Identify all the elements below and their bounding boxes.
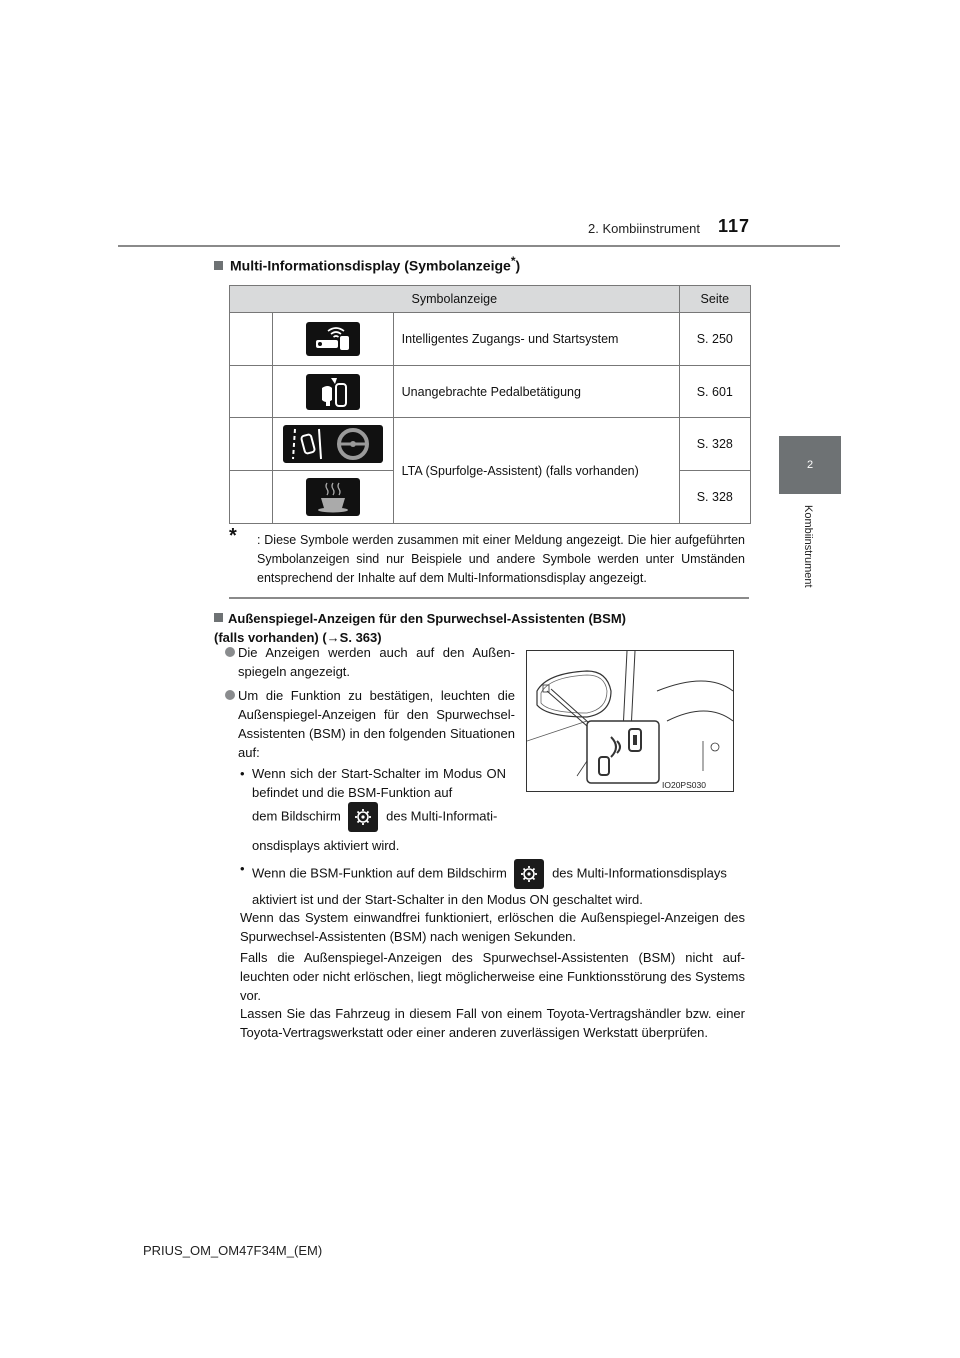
smart-key-icon: [306, 322, 360, 356]
pedal-misoperation-icon: [306, 374, 360, 410]
sub-bullet-continued: aktiviert ist und der Start-Schalter in den Modus ON geschaltet wird.: [252, 892, 643, 907]
table-header-row: [230, 286, 751, 313]
chapter-side-label: Kombiinstrument: [802, 505, 814, 588]
table-row: [230, 418, 751, 471]
sub-bullet-item: • Wenn die BSM-Funktion auf dem Bildschirm des Multi-Informationsdisplays: [240, 859, 750, 889]
bullet-item: Die Anzeigen werden auch auf den Außenspiegeln angezeigt.: [225, 643, 515, 681]
table-cell-page: S. 250: [679, 313, 750, 366]
header-divider: [118, 245, 840, 247]
table-cell-text: Intelligentes Zugangs- und Startsystem: [393, 313, 679, 366]
bsm-section-title: Außenspiegel-Anzeigen für den Spurwechsel-Assistenten (BSM) (falls vorhanden) (→S. 363): [214, 611, 626, 645]
table-cell-text: LTA (Spurfolge-Assistent) (falls vorhanden): [393, 418, 679, 524]
chapter-tab: [779, 436, 841, 494]
square-bullet-icon: [214, 261, 223, 270]
table-row: [230, 313, 751, 366]
page-number: 117: [718, 216, 751, 236]
document-code: PRIUS_OM_OM47F34M_(EM): [143, 1243, 323, 1258]
paragraph: Falls die Außenspiegel-Anzeigen des Spurwechsel-Assistenten (BSM) nicht aufleuchten oder nicht erlöschen, liegt möglicherweise eine Funktionsstörung des Systems vor.: [240, 950, 745, 1003]
table-row: [230, 366, 751, 418]
table-header-symbol: Symbolanzeige: [230, 286, 680, 313]
lane-trace-assist-icon: [283, 425, 383, 463]
section-divider: [229, 597, 749, 599]
settings-gear-icon: [348, 802, 378, 832]
sub-bullet-item: • Wenn sich der Start-Schalter im Modus ON befindet und die BSM-Funktion auf: [240, 766, 506, 800]
table-cell-page: S. 328: [679, 418, 750, 471]
footnote: [229, 525, 745, 588]
footnote-text: : Diese Symbole werden zusammen mit einer Meldung angezeigt. Die hier aufgeführten Symbolanzeigen sind nur Beispiele und andere Symbole werden unter Umständen entsprechend der Inhalte auf dem Multi-Informationsdisplay angezeigt.: [257, 533, 745, 585]
table-header-page: Seite: [679, 286, 750, 313]
sub-bullet-continued: onsdisplays aktiviert wird.: [252, 838, 400, 853]
side-mirror-illustration: [526, 650, 734, 792]
illustration-code: IO20PS030: [662, 780, 706, 790]
table-cell-page: S. 601: [679, 366, 750, 418]
table-cell-text: Unangebrachte Pedalbetätigung: [393, 366, 679, 418]
footnote-star: *: [229, 525, 237, 547]
coffee-cup-icon: [306, 478, 360, 516]
bullet-dot-icon: [225, 647, 235, 657]
settings-gear-icon: [514, 859, 544, 889]
square-bullet-icon: [214, 613, 223, 622]
chapter-tab-number: 2: [806, 459, 814, 471]
table-cell-page: S. 328: [679, 471, 750, 524]
section-title: Multi-Informationsdisplay (Symbolanzeige*): [214, 254, 520, 274]
bullet-item: Um die Funktion zu bestätigen, leuchten die Außenspiegel-Anzeigen für den Spurwechsel-Assistenten (BSM) in den folgenden Situationen auf:: [225, 686, 515, 762]
paragraph: Wenn das System einwandfrei funktioniert, erlöschen die Außenspiegel-Anzeigen des Spurwechsel-Assistenten (BSM) nach wenigen Sekunden.: [240, 910, 745, 944]
symbol-table: [229, 285, 751, 524]
sub-bullet-continued: dem Bildschirm des Multi-Informati-: [252, 802, 512, 832]
bullet-dot-icon: [225, 690, 235, 700]
header-section-title: 2. Kombiinstrument: [588, 221, 700, 236]
paragraph: Lassen Sie das Fahrzeug in diesem Fall von einem Toyota-Vertragshändler bzw. einer Toyota-Vertragswerkstatt oder einer anderen zuverlässigen Werkstatt überprüfen.: [240, 1006, 745, 1040]
